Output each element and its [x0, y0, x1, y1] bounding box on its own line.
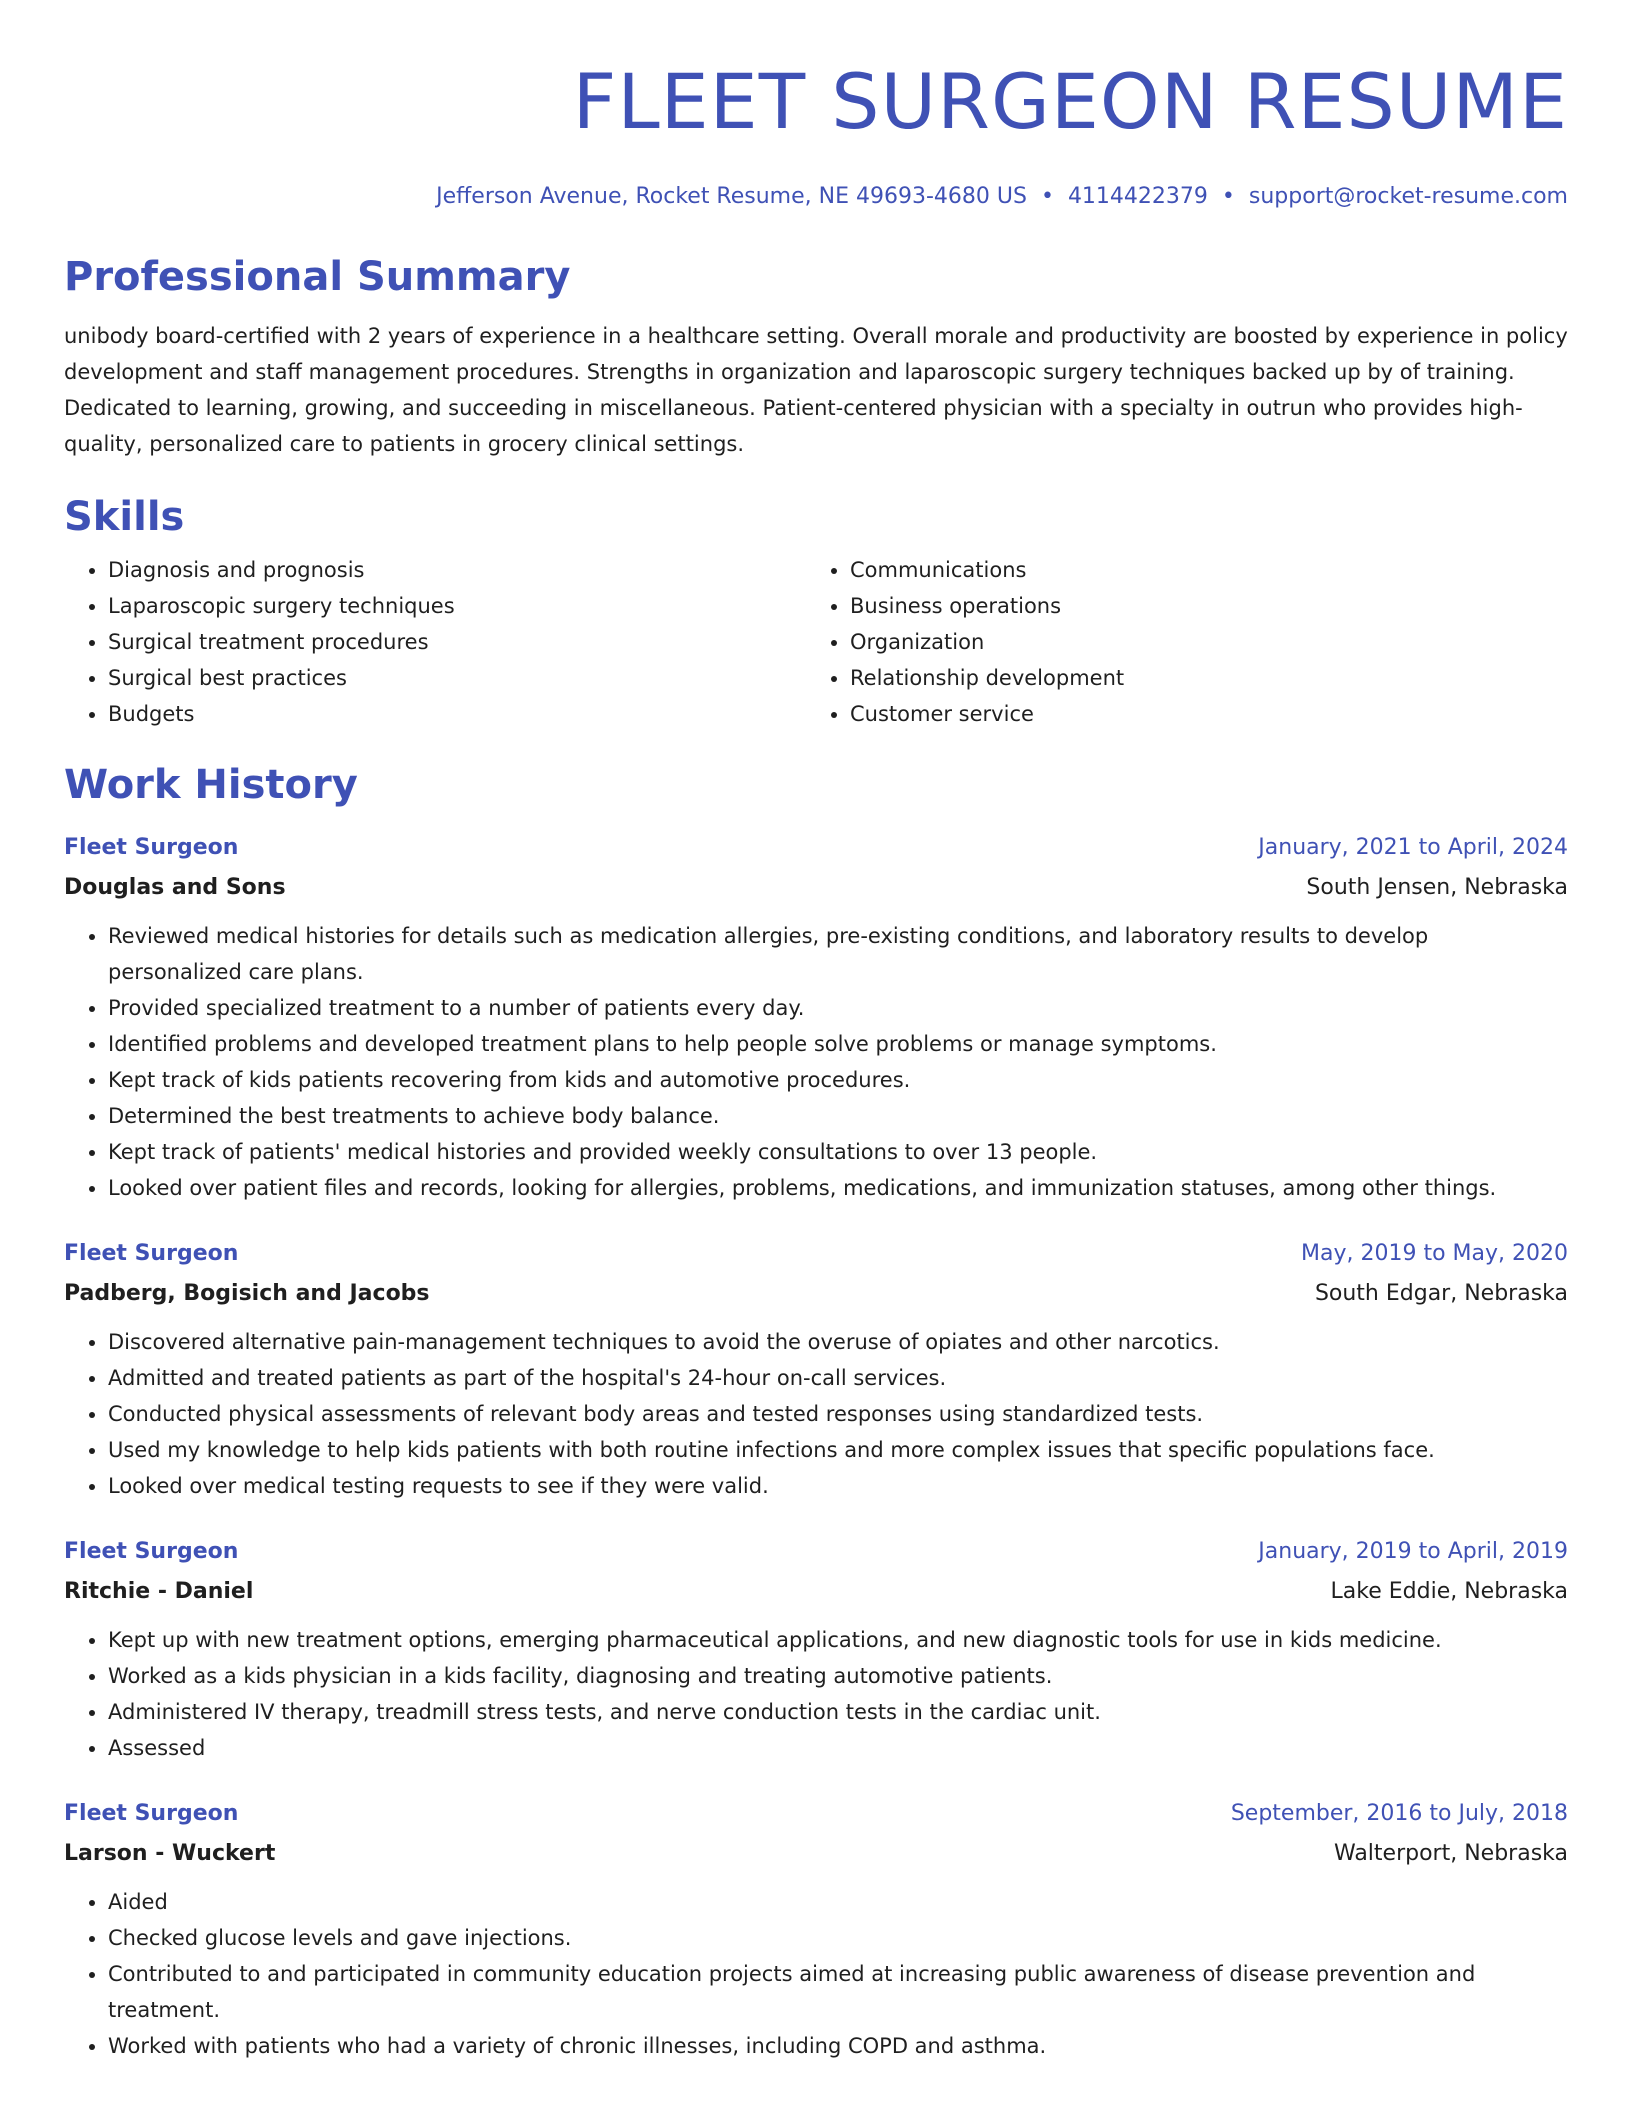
job-title: Fleet Surgeon	[64, 1241, 239, 1266]
duty-item: • Looked over medical testing requests to see if they were valid.	[108, 1468, 1568, 1504]
job-employer-row	[64, 1834, 1568, 1874]
duty-item: • Admitted and treated patients as part of the hospital's 24-hour on-call services.	[108, 1360, 1568, 1396]
duty-item: • Kept up with new treatment options, emerging pharmaceutical applications, and new diagnostic tools for use in kids medicine.	[108, 1622, 1568, 1658]
work-history-heading: Work History	[64, 762, 358, 808]
job-employer-row	[64, 1274, 1568, 1314]
job-header-row	[64, 1794, 1568, 1834]
skill-item: • Customer service	[850, 696, 1548, 732]
duty-item: • Checked glucose levels and gave injections.	[108, 1920, 1568, 1956]
duty-item: • Looked over patient files and records, looking for allergies, problems, medications, and immunization statuses, among other things.	[108, 1170, 1568, 1206]
skills-column-left	[64, 552, 806, 732]
skill-item: • Communications	[850, 552, 1548, 588]
job-entry	[64, 1532, 1568, 1766]
duty-item: • Kept track of patients' medical histories and provided weekly consultations to over 13 people.	[108, 1134, 1568, 1170]
job-duties	[64, 1622, 1568, 1766]
contact-separator: •	[1221, 184, 1235, 209]
resume-name: FLEET SURGEON RESUME	[572, 57, 1568, 146]
contact-address: Jefferson Avenue, Rocket Resume, NE 49693-4680 US	[436, 184, 1027, 209]
job-entry	[64, 828, 1568, 1206]
summary-text: unibody board-certified with 2 years of experience in a healthcare setting. Overall morale and productivity are boosted by experience in policy development and staff management procedures. Strengths in organization and laparoscopic surgery techniques backed up by of training. Dedicated to learning, growing, and succeeding in miscellaneous. Patient-centered physician with a specialty in outrun who provides high-quality, personalized care to patients in grocery clinical settings.	[64, 324, 1568, 456]
duty-item: • Contributed to and participated in community education projects aimed at increasing public awareness of disease prevention and treatment.	[108, 1956, 1568, 2028]
job-header-row	[64, 1532, 1568, 1572]
job-employer-row	[64, 868, 1568, 908]
job-entry	[64, 1234, 1568, 1504]
duty-item: • Administered IV therapy, treadmill stress tests, and nerve conduction tests in the cardiac unit.	[108, 1694, 1568, 1730]
contact-email[interactable]: support@rocket-resume.com	[1248, 184, 1568, 209]
job-location: South Jensen, Nebraska	[1306, 875, 1568, 900]
duty-item: • Worked with patients who had a variety of chronic illnesses, including COPD and asthma.	[108, 2028, 1568, 2064]
job-dates: January, 2019 to April, 2019	[1258, 1539, 1568, 1564]
job-entry	[64, 1794, 1568, 2064]
resume-page	[64, 0, 1568, 2064]
skills-column-right	[806, 552, 1548, 732]
job-company: Larson - Wuckert	[64, 1841, 276, 1866]
job-title: Fleet Surgeon	[64, 835, 239, 860]
summary-heading: Professional Summary	[64, 254, 571, 300]
job-duties	[64, 1884, 1568, 2064]
skill-item: • Surgical best practices	[108, 660, 806, 696]
skill-item: • Laparoscopic surgery techniques	[108, 588, 806, 624]
duty-item: • Aided	[108, 1884, 1568, 1920]
duty-item: • Conducted physical assessments of relevant body areas and tested responses using standardized tests.	[108, 1396, 1568, 1432]
job-duties	[64, 918, 1568, 1206]
job-location: Lake Eddie, Nebraska	[1330, 1579, 1568, 1604]
duty-item: • Used my knowledge to help kids patients with both routine infections and more complex issues that specific populations face.	[108, 1432, 1568, 1468]
contact-line	[64, 184, 1568, 210]
duty-item: • Kept track of kids patients recovering from kids and automotive procedures.	[108, 1062, 1568, 1098]
skill-item: • Organization	[850, 624, 1548, 660]
contact-phone: 4114422379	[1067, 184, 1208, 209]
skill-item: • Surgical treatment procedures	[108, 624, 806, 660]
job-title: Fleet Surgeon	[64, 1801, 239, 1826]
skills-heading: Skills	[64, 494, 185, 540]
duty-item: • Determined the best treatments to achieve body balance.	[108, 1098, 1568, 1134]
duty-item: • Identified problems and developed treatment plans to help people solve problems or manage symptoms.	[108, 1026, 1568, 1062]
duty-item: • Provided specialized treatment to a number of patients every day.	[108, 990, 1568, 1026]
job-company: Douglas and Sons	[64, 875, 286, 900]
job-dates: January, 2021 to April, 2024	[1258, 835, 1568, 860]
job-employer-row	[64, 1572, 1568, 1612]
skill-item: • Business operations	[850, 588, 1548, 624]
job-header-row	[64, 828, 1568, 868]
job-title: Fleet Surgeon	[64, 1539, 239, 1564]
job-header-row	[64, 1234, 1568, 1274]
duty-item: • Assessed	[108, 1730, 1568, 1766]
job-dates: September, 2016 to July, 2018	[1230, 1801, 1568, 1826]
duty-item: • Reviewed medical histories for details such as medication allergies, pre-existing conditions, and laboratory results to develop personalized care plans.	[108, 918, 1568, 990]
job-duties	[64, 1324, 1568, 1504]
skill-item: • Diagnosis and prognosis	[108, 552, 806, 588]
skill-item: • Budgets	[108, 696, 806, 732]
job-location: Walterport, Nebraska	[1333, 1841, 1568, 1866]
duty-item: • Worked as a kids physician in a kids facility, diagnosing and treating automotive patients.	[108, 1658, 1568, 1694]
duty-item: • Discovered alternative pain-management techniques to avoid the overuse of opiates and other narcotics.	[108, 1324, 1568, 1360]
job-dates: May, 2019 to May, 2020	[1301, 1241, 1568, 1266]
job-company: Ritchie - Daniel	[64, 1579, 254, 1604]
skills-list	[64, 552, 1568, 732]
job-location: South Edgar, Nebraska	[1314, 1281, 1568, 1306]
skill-item: • Relationship development	[850, 660, 1548, 696]
job-company: Padberg, Bogisich and Jacobs	[64, 1281, 430, 1306]
contact-separator: •	[1040, 184, 1054, 209]
